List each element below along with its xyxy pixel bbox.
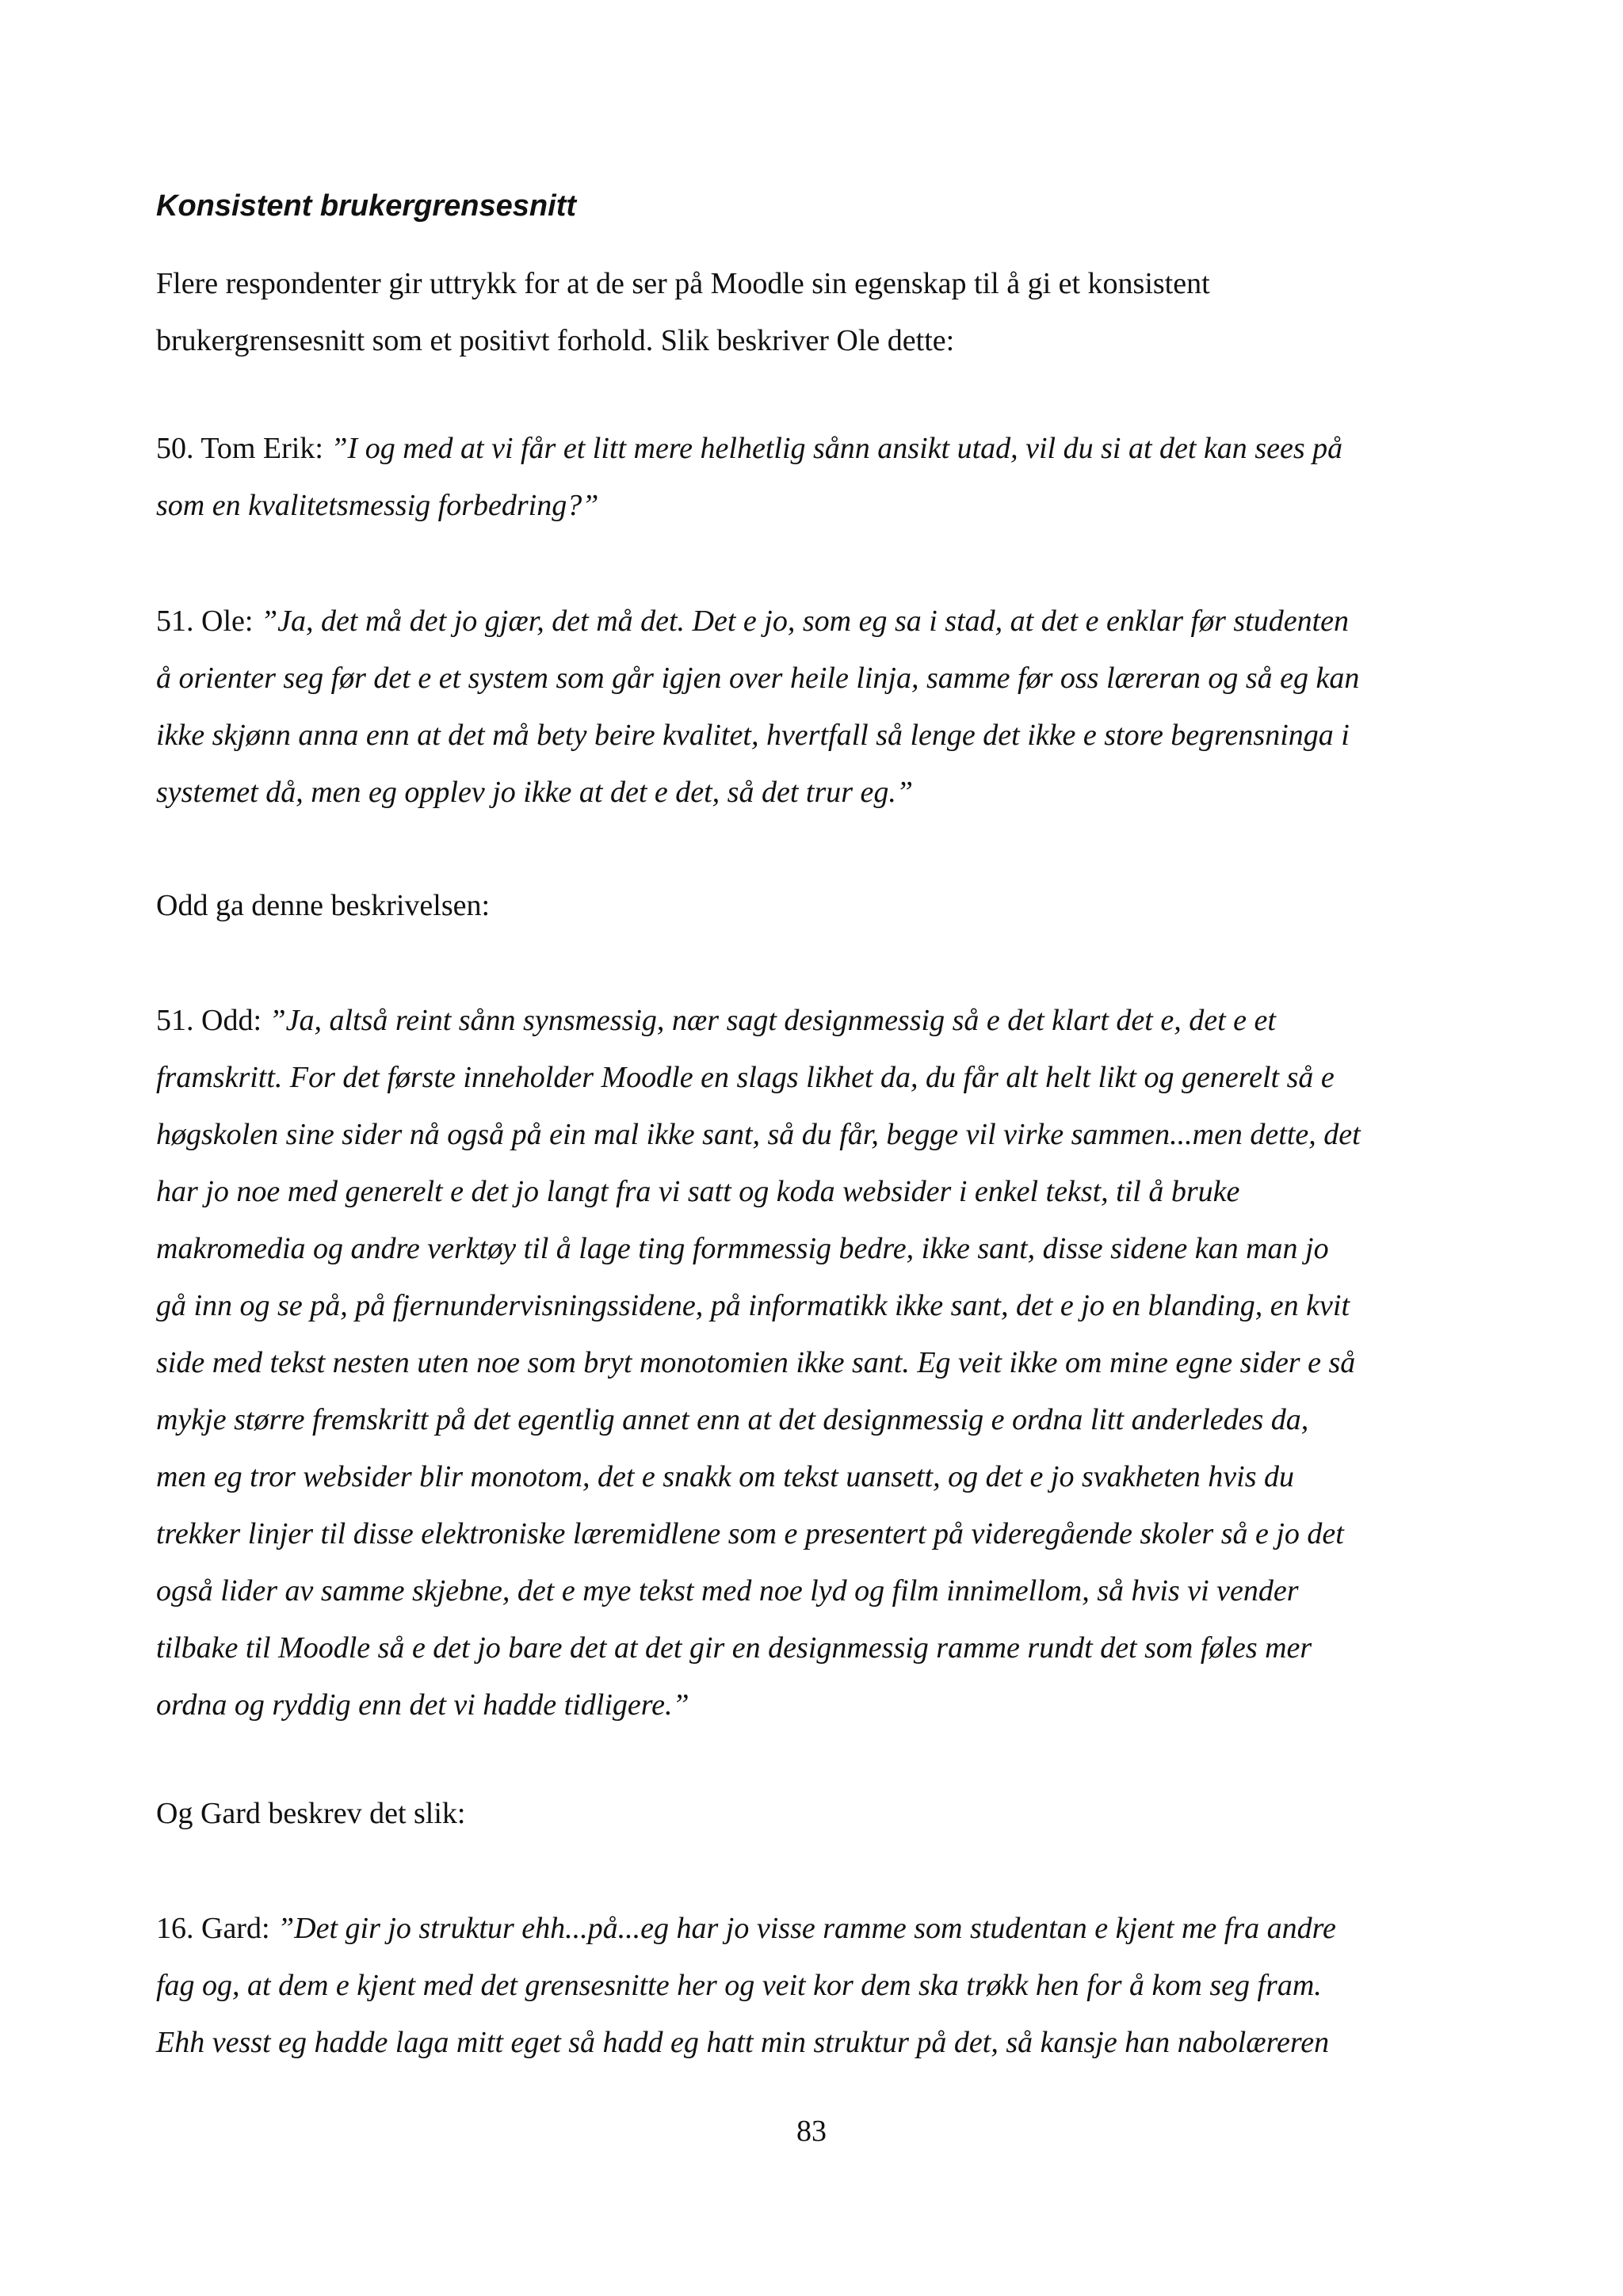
speaker-label: 50. Tom Erik: <box>156 432 331 465</box>
text-line <box>156 992 1487 1049</box>
quote-text: har jo noe med generelt e det jo langt fra vi satt og koda websider i enkel tekst, til å bruke <box>156 1175 1240 1208</box>
quote-text: systemet då, men eg opplev jo ikke at det e det, så det trur eg.” <box>156 776 914 809</box>
quote-tom-erik <box>156 420 1487 534</box>
quote-ole <box>156 593 1487 821</box>
speaker-label: 16. Gard: <box>156 1912 278 1945</box>
quote-text: mykje større fremskritt på det egentlig annet enn at det designmessig e ordna litt anderledes da, <box>156 1403 1309 1436</box>
quote-text: ”Ja, altså reint sånn synsmessig, nær sagt designmessig så e det klart det e, det e et <box>269 1004 1276 1037</box>
section-heading: Konsistent brukergrensesnitt <box>156 189 576 223</box>
quote-text: makromedia og andre verktøy til å lage ting formmessig bedre, ikke sant, disse sidene kan man jo <box>156 1232 1329 1265</box>
quote-text: ikke skjønn anna enn at det må bety beire kvalitet, hvertfall så lenge det ikke e store begrensninga i <box>156 719 1350 752</box>
quote-text: gå inn og se på, på fjernundervisningssidene, på informatikk ikke sant, det e jo en blanding, en kvit <box>156 1289 1350 1322</box>
text-line: brukergrensesnitt som et positivt forhold. Slik beskriver Ole dette: <box>156 324 955 357</box>
text-line <box>156 1900 1487 1957</box>
quote-text: fag og, at dem e kjent med det grensesnitte her og veit kor dem ska trøkk hen for å kom seg fram. <box>156 1969 1322 2002</box>
text-line: Odd ga denne beskrivelsen: <box>156 889 491 922</box>
quote-text: framskritt. For det første inneholder Moodle en slags likhet da, du får alt helt likt og generelt så e <box>156 1061 1335 1094</box>
quote-text: høgskolen sine sider nå også på ein mal ikke sant, så du får, begge vil virke sammen...men dette, det <box>156 1118 1361 1151</box>
text-line <box>156 593 1487 650</box>
quote-text: ”Det gir jo struktur ehh...på...eg har jo visse ramme som studentan e kjent me fra andre <box>277 1912 1336 1945</box>
page-number: 83 <box>796 2115 827 2148</box>
text-line <box>156 420 1487 477</box>
text-line: Og Gard beskrev det slik: <box>156 1797 466 1830</box>
text-line: Flere respondenter gir uttrykk for at de ser på Moodle sin egenskap til å gi et konsistent <box>156 267 1210 300</box>
quote-text: tilbake til Moodle så e det jo bare det at det gir en designmessig ramme rundt det som føles mer <box>156 1631 1312 1665</box>
quote-text: Ehh vesst eg hadde laga mitt eget så hadd eg hatt min struktur på det, så kansje han nabolæreren <box>156 2026 1330 2059</box>
quote-odd <box>156 992 1487 1733</box>
quote-text: ”I og med at vi får et litt mere helhetlig sånn ansikt utad, vil du si at det kan sees på <box>330 432 1343 465</box>
speaker-label: 51. Odd: <box>156 1004 269 1037</box>
quote-text: som en kvalitetsmessig forbedring?” <box>156 489 599 522</box>
gard-intro-paragraph <box>156 1785 1487 1842</box>
quote-text: også lider av samme skjebne, det e mye tekst med noe lyd og film innimellom, så hvis vi vender <box>156 1574 1299 1608</box>
quote-gard <box>156 1900 1487 2071</box>
quote-text: ordna og ryddig enn det vi hadde tidligere.” <box>156 1688 689 1722</box>
speaker-label: 51. Ole: <box>156 605 261 638</box>
quote-text: å orienter seg før det e et system som går igjen over heile linja, samme før oss læreran og så eg kan <box>156 662 1360 695</box>
quote-text: side med tekst nesten uten noe som bryt monotomien ikke sant. Eg veit ikke om mine egne sider e så <box>156 1346 1356 1379</box>
quote-text: men eg tror websider blir monotom, det e snakk om tekst uansett, og det e jo svakheten hvis du <box>156 1460 1294 1493</box>
quote-text: ”Ja, det må det jo gjær, det må det. Det e jo, som eg sa i stad, at det e enklar før studenten <box>260 605 1350 638</box>
odd-intro-paragraph <box>156 877 1487 934</box>
quote-text: trekker linjer til disse elektroniske læremidlene som e presentert på videregående skoler så e jo det <box>156 1517 1344 1550</box>
intro-paragraph <box>156 255 1487 369</box>
